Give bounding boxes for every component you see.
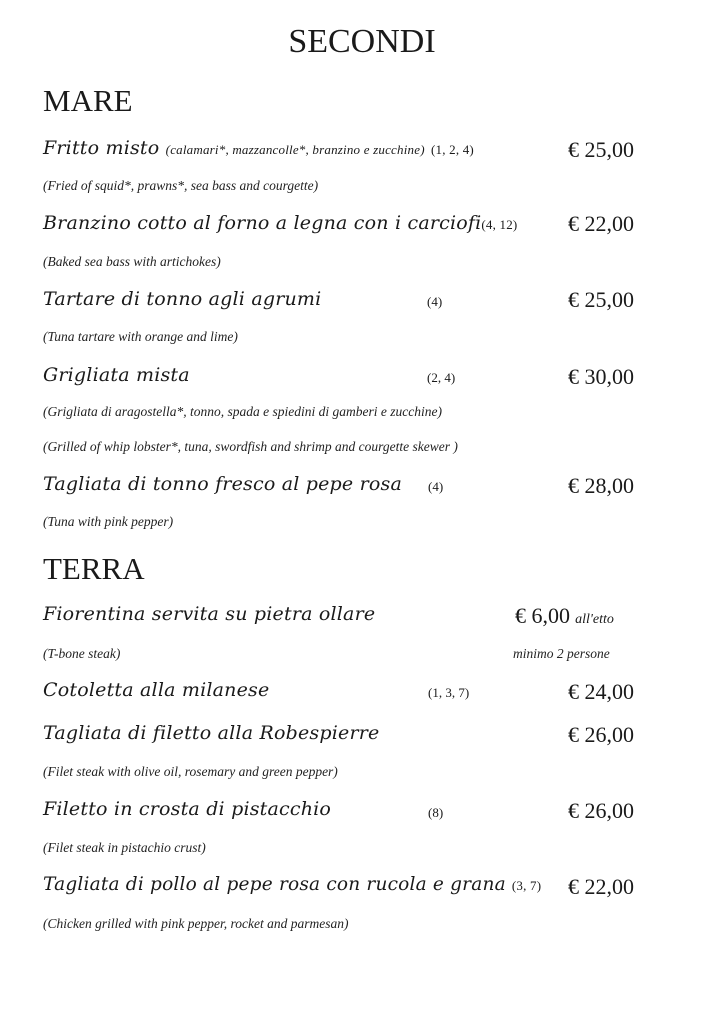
dish-price: € 28,00	[568, 473, 634, 498]
dish-name-text: Tagliata di pollo al pepe rosa con rucola e grana	[43, 874, 506, 895]
dish-name	[43, 214, 517, 233]
dish-allergens: (1, 3, 7)	[428, 685, 470, 700]
dish-price: € 26,00	[568, 722, 634, 747]
dish-allergens: (4)	[428, 479, 444, 494]
dish-detail: (calamari*, mazzancolle*, branzino e zucchine)	[165, 142, 425, 157]
dish-translation: (Baked sea bass with artichokes)	[43, 254, 221, 269]
dish-allergens: (1, 2, 4)	[430, 142, 474, 157]
dish-price: € 26,00	[568, 798, 634, 823]
dish-name: Tagliata di tonno fresco al pepe rosa	[43, 473, 403, 495]
dish-name-text: Fritto misto	[43, 137, 160, 159]
dish-translation: (T-bone steak)	[43, 646, 121, 661]
dish-price: € 22,00	[568, 211, 634, 236]
dish-allergens: (4, 12)	[481, 217, 518, 232]
dish-name	[43, 139, 474, 158]
dish-name: Tagliata di filetto alla Robespierre	[43, 722, 380, 744]
dish-name: Tartare di tonno agli agrumi	[43, 288, 322, 310]
price-value: € 6,00	[515, 603, 570, 628]
section-heading-terra: TERRA	[43, 551, 145, 586]
dish-translation: (Fried of squid*, prawns*, sea bass and courgette)	[43, 178, 319, 193]
dish-price: € 25,00	[568, 137, 634, 162]
dish-translation: (Chicken grilled with pink pepper, rocket and parmesan)	[43, 916, 349, 931]
dish-price: € 25,00	[568, 287, 634, 312]
dish-name: Grigliata mista	[43, 364, 190, 386]
dish-price	[515, 605, 614, 627]
dish-translation: (Grilled of whip lobster*, tuna, swordfish and shrimp and courgette skewer )	[43, 439, 458, 454]
dish-allergens: (4)	[427, 294, 443, 309]
dish-price: € 22,00	[568, 874, 634, 899]
page-title: SECONDI	[288, 23, 436, 60]
dish-price: € 24,00	[568, 679, 634, 704]
dish-note: minimo 2 persone	[513, 646, 610, 661]
dish-name	[43, 876, 541, 895]
price-unit: all'etto	[575, 612, 614, 627]
dish-translation: (Tuna with pink pepper)	[43, 514, 174, 529]
dish-detail: (Grigliata di aragostella*, tonno, spada e spiedini di gamberi e zucchine)	[43, 404, 442, 419]
dish-translation: (Tuna tartare with orange and lime)	[43, 329, 238, 344]
dish-translation: (Filet steak with olive oil, rosemary and green pepper)	[43, 764, 338, 779]
dish-price: € 30,00	[568, 364, 634, 389]
section-heading-mare: MARE	[43, 83, 133, 118]
dish-name-text: Branzino cotto al forno a legna con i carciofi	[43, 212, 482, 234]
dish-allergens: (2, 4)	[427, 370, 456, 385]
dish-allergens: (8)	[428, 805, 444, 820]
dish-name: Cotoletta alla milanese	[43, 679, 270, 701]
dish-name: Filetto in crosta di pistacchio	[43, 798, 332, 820]
dish-allergens: (3, 7)	[511, 878, 542, 893]
dish-translation: (Filet steak in pistachio crust)	[43, 840, 206, 855]
dish-name: Fiorentina servita su pietra ollare	[43, 603, 376, 625]
